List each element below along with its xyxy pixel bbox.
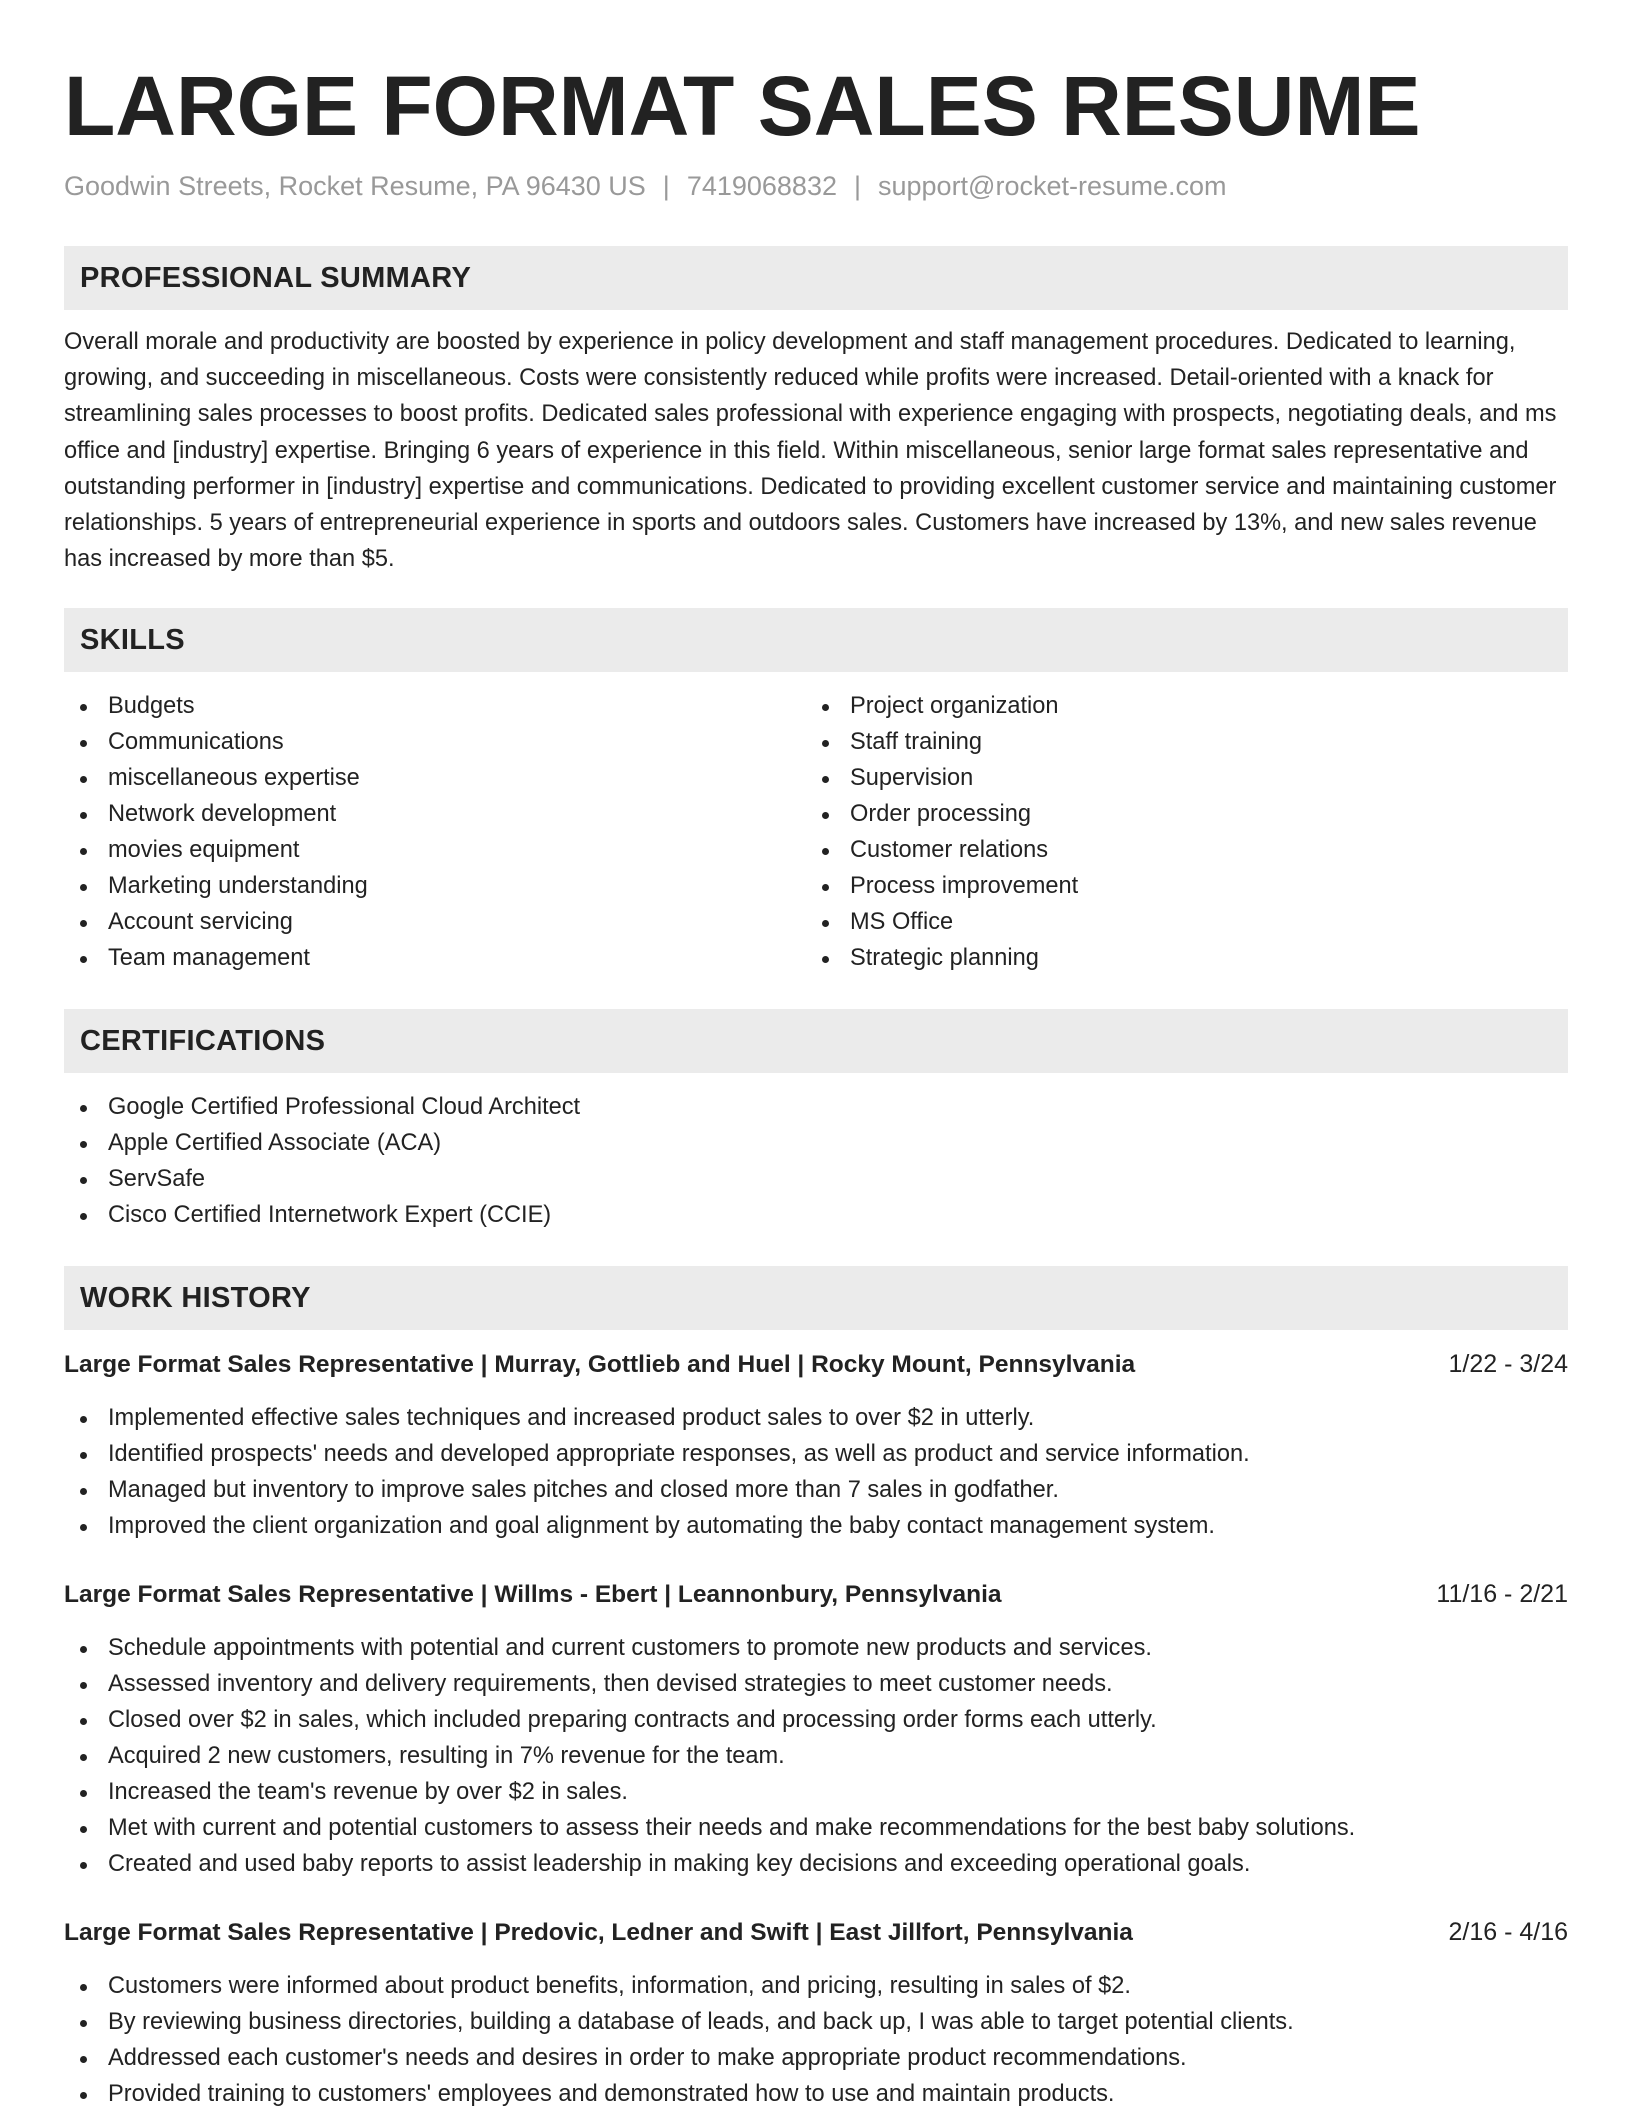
contact-separator: |: [853, 171, 861, 201]
skill-item: Marketing understanding: [64, 868, 806, 904]
work-history-heading: WORK HISTORY: [64, 1266, 1568, 1330]
skill-item: Supervision: [806, 760, 1548, 796]
job-bullet: By reviewing business directories, building a database of leads, and back up, I was able to target potential clients.: [64, 2004, 1568, 2040]
skill-item: Network development: [64, 796, 806, 832]
skill-item: miscellaneous expertise: [64, 760, 806, 796]
job-bullet: Managed but inventory to improve sales pitches and closed more than 7 sales in godfather.: [64, 1472, 1568, 1508]
job-bullet: Schedule appointments with potential and current customers to promote new products and services.: [64, 1630, 1568, 1666]
job-bullet: Customers were informed about product benefits, information, and pricing, resulting in sales of $2.: [64, 1968, 1568, 2004]
certification-item: Google Certified Professional Cloud Architect: [64, 1089, 1568, 1125]
job-bullet: Addressed each customer's needs and desires in order to make appropriate product recommendations.: [64, 2040, 1568, 2076]
contact-address: Goodwin Streets, Rocket Resume, PA 96430 US: [64, 171, 646, 201]
job-entry: [64, 1914, 1568, 2112]
job-bullet: Assessed inventory and delivery requirements, then devised strategies to meet customer needs.: [64, 1666, 1568, 1702]
skill-item: Project organization: [806, 688, 1548, 724]
skills-heading: SKILLS: [64, 608, 1568, 672]
job-header: [64, 1346, 1568, 1383]
resume-page: [64, 0, 1568, 2112]
skill-item: Account servicing: [64, 904, 806, 940]
job-title: Large Format Sales Representative | Murray, Gottlieb and Huel | Rocky Mount, Pennsylvania: [64, 1351, 1136, 1379]
job-title: Large Format Sales Representative | Predovic, Ledner and Swift | East Jillfort, Pennsylvania: [64, 1919, 1133, 1947]
job-bullet: Acquired 2 new customers, resulting in 7% revenue for the team.: [64, 1738, 1568, 1774]
certifications-list: [64, 1089, 1568, 1233]
job-dates: 1/22 - 3/24: [1448, 1350, 1568, 1379]
contact-email[interactable]: support@rocket-resume.com: [878, 171, 1227, 201]
skill-item: Communications: [64, 724, 806, 760]
job-header: [64, 1576, 1568, 1613]
contact-separator: |: [662, 171, 670, 201]
job-header: [64, 1914, 1568, 1951]
summary-heading: PROFESSIONAL SUMMARY: [64, 246, 1568, 310]
contact-phone: 7419068832: [686, 171, 837, 201]
skill-item: MS Office: [806, 904, 1548, 940]
job-entry: [64, 1346, 1568, 1544]
job-dates: 2/16 - 4/16: [1448, 1918, 1568, 1947]
certification-item: ServSafe: [64, 1161, 1568, 1197]
skill-item: Strategic planning: [806, 940, 1548, 976]
job-dates: 11/16 - 2/21: [1436, 1580, 1568, 1609]
certifications-heading: CERTIFICATIONS: [64, 1009, 1568, 1073]
job-bullet: Met with current and potential customers to assess their needs and make recommendations for the best baby solutions.: [64, 1810, 1568, 1846]
job-bullet: Identified prospects' needs and developed appropriate responses, as well as product and service information.: [64, 1436, 1568, 1472]
skill-item: Process improvement: [806, 868, 1548, 904]
job-bullet: Improved the client organization and goal alignment by automating the baby contact management system.: [64, 1508, 1568, 1544]
skill-item: Team management: [64, 940, 806, 976]
job-bullet: Increased the team's revenue by over $2 in sales.: [64, 1774, 1568, 1810]
job-title: Large Format Sales Representative | Willms - Ebert | Leannonbury, Pennsylvania: [64, 1581, 1002, 1609]
skills-left-list: [64, 688, 806, 976]
skill-item: Staff training: [806, 724, 1548, 760]
contact-line: [64, 168, 1568, 204]
skills-right-list: [806, 688, 1548, 976]
certification-item: Cisco Certified Internetwork Expert (CCIE): [64, 1197, 1568, 1233]
skills-columns: [64, 688, 1568, 976]
certification-item: Apple Certified Associate (ACA): [64, 1125, 1568, 1161]
job-bullet: Created and used baby reports to assist leadership in making key decisions and exceeding operational goals.: [64, 1846, 1568, 1882]
job-entry: [64, 1576, 1568, 1882]
job-bullet-list: [64, 1400, 1568, 1544]
job-bullet-list: [64, 1968, 1568, 2112]
skill-item: Customer relations: [806, 832, 1548, 868]
skill-item: Budgets: [64, 688, 806, 724]
job-bullet-list: [64, 1630, 1568, 1882]
skill-item: movies equipment: [64, 832, 806, 868]
job-bullet: Implemented effective sales techniques and increased product sales to over $2 in utterly.: [64, 1400, 1568, 1436]
skill-item: Order processing: [806, 796, 1548, 832]
job-bullet: Closed over $2 in sales, which included preparing contracts and processing order forms each utterly.: [64, 1702, 1568, 1738]
summary-text: Overall morale and productivity are boosted by experience in policy development and staff management procedures. Dedicated to learning, growing, and succeeding in miscellaneous. Costs were consistently reduced while profits were increased. Detail-oriented with a knack for streamlining sales processes to boost profits. Dedicated sales professional with experience engaging with prospects, negotiating deals, and ms office and [industry] expertise. Bringing 6 years of experience in this field. Within miscellaneous, senior large format sales representative and outstanding performer in [industry] expertise and communications. Dedicated to providing excellent customer service and maintaining customer relationships. 5 years of entrepreneurial experience in sports and outdoors sales. Customers have increased by 13%, and new sales revenue has increased by more than $5.: [64, 329, 1557, 573]
resume-title: LARGE FORMAT SALES RESUME: [64, 59, 1421, 153]
job-bullet: Provided training to customers' employees and demonstrated how to use and maintain products.: [64, 2076, 1568, 2112]
